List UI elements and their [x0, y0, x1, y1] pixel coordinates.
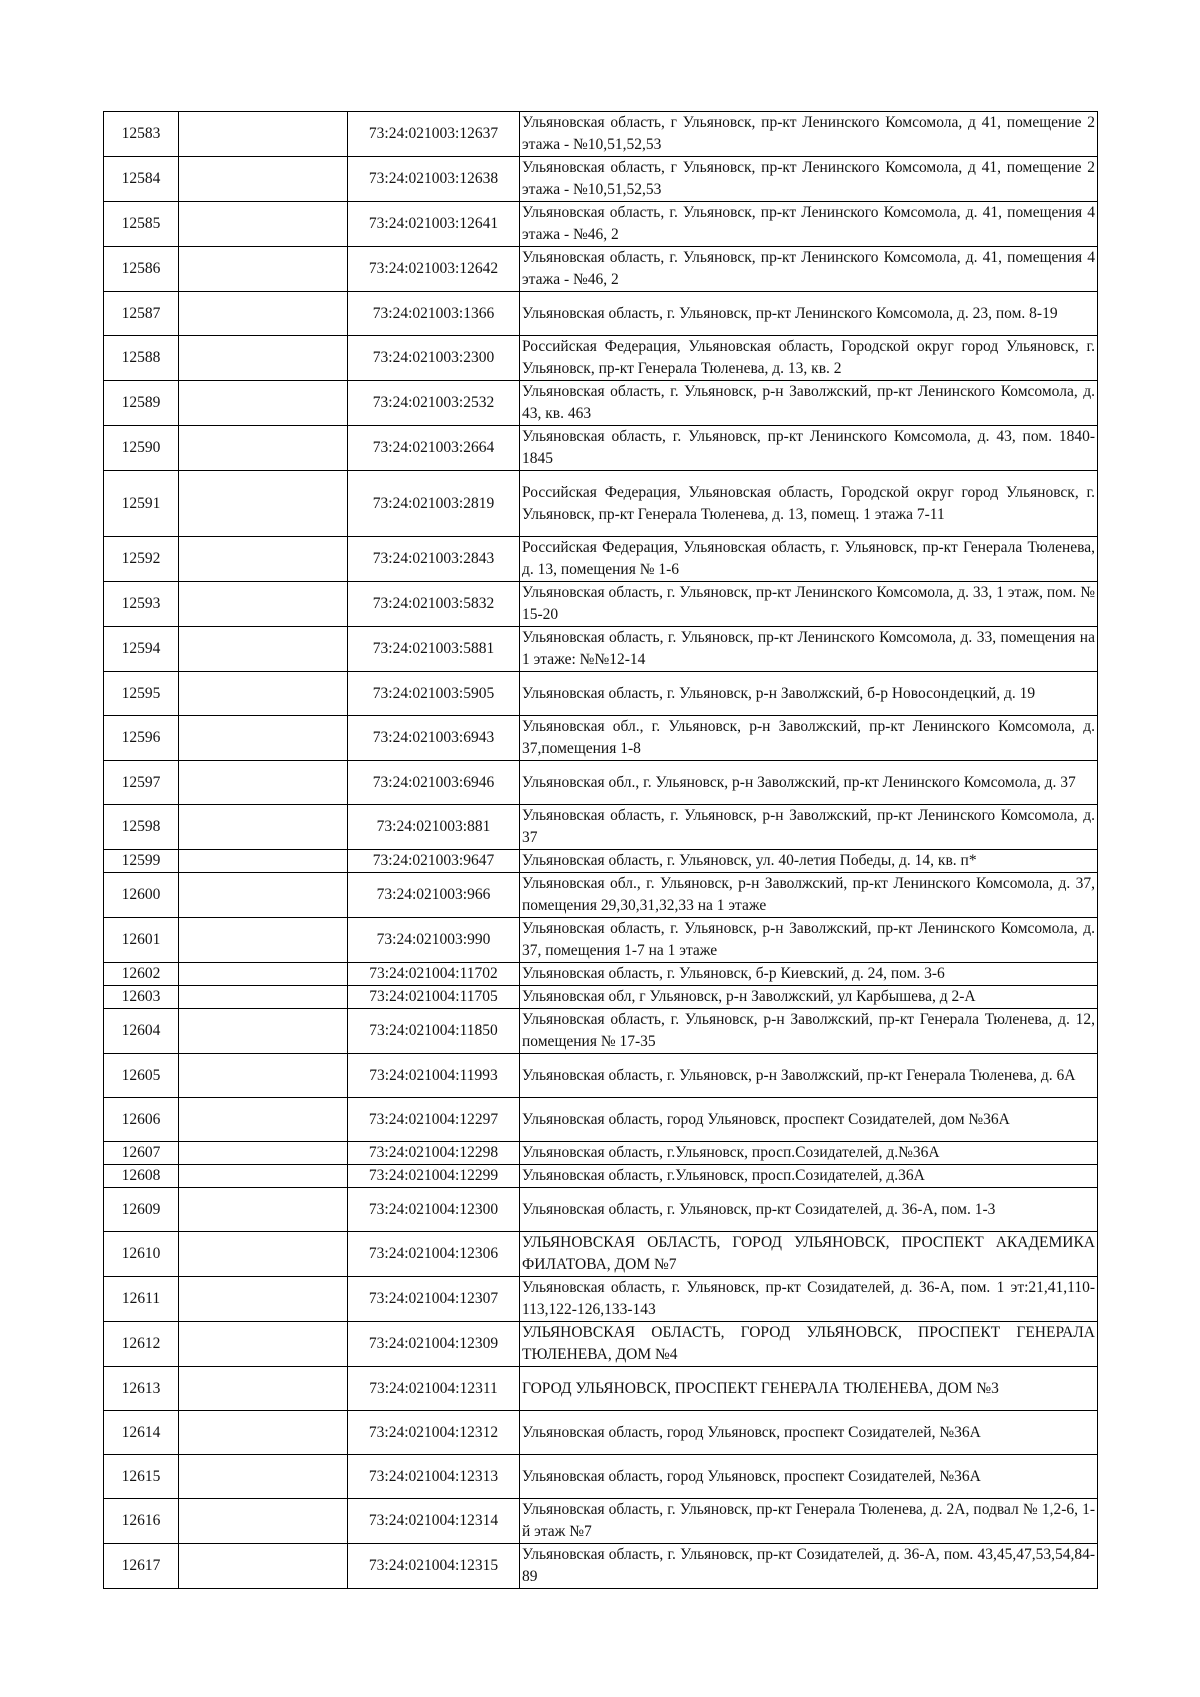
row-number-cell: 12610	[104, 1232, 179, 1277]
row-number-cell: 12608	[104, 1165, 179, 1188]
row-number-cell: 12607	[104, 1142, 179, 1165]
cadastral-number-cell: 73:24:021003:2300	[348, 336, 520, 381]
row-number-cell: 12597	[104, 761, 179, 805]
empty-cell	[179, 1455, 348, 1499]
address-cell: Ульяновская область, г. Ульяновск, пр-кт Ленинского Комсомола, д. 43, пом. 1840-1845	[520, 426, 1098, 471]
row-number-cell: 12587	[104, 292, 179, 336]
cadastral-number-cell: 73:24:021004:12298	[348, 1142, 520, 1165]
cadastral-number-cell: 73:24:021003:2532	[348, 381, 520, 426]
table-row	[104, 247, 1098, 292]
cadastral-number-cell: 73:24:021004:11702	[348, 963, 520, 986]
table-row	[104, 761, 1098, 805]
row-number-cell: 12591	[104, 471, 179, 537]
row-number-cell: 12614	[104, 1411, 179, 1455]
cadastral-number-cell: 73:24:021003:1366	[348, 292, 520, 336]
address-cell: Ульяновская область, г. Ульяновск, р-н Заволжский, пр-кт Ленинского Комсомола, д. 37	[520, 805, 1098, 850]
row-number-cell: 12595	[104, 672, 179, 716]
address-cell: Ульяновская область, г. Ульяновск, пр-кт Ленинского Комсомола, д. 23, пом. 8-19	[520, 292, 1098, 336]
address-cell: Ульяновская область, г. Ульяновск, р-н Заволжский, пр-кт Ленинского Комсомола, д. 37, помещения 1-7 на 1 этаже	[520, 918, 1098, 963]
row-number-cell: 12600	[104, 873, 179, 918]
address-cell: Ульяновская область, г Ульяновск, пр-кт Ленинского Комсомола, д 41, помещение 2 этажа - №10,51,52,53	[520, 112, 1098, 157]
table-row	[104, 1455, 1098, 1499]
empty-cell	[179, 963, 348, 986]
empty-cell	[179, 247, 348, 292]
empty-cell	[179, 1054, 348, 1098]
address-cell: Ульяновская область, г. Ульяновск, ул. 40-летия Победы, д. 14, кв. п*	[520, 850, 1098, 873]
row-number-cell: 12585	[104, 202, 179, 247]
empty-cell	[179, 761, 348, 805]
empty-cell	[179, 1232, 348, 1277]
empty-cell	[179, 1322, 348, 1367]
empty-cell	[179, 1142, 348, 1165]
cadastral-number-cell: 73:24:021004:12300	[348, 1188, 520, 1232]
empty-cell	[179, 1277, 348, 1322]
cadastral-number-cell: 73:24:021003:12637	[348, 112, 520, 157]
table-row	[104, 850, 1098, 873]
cadastral-number-cell: 73:24:021004:11850	[348, 1009, 520, 1054]
address-cell: Российская Федерация, Ульяновская область, Городской округ город Ульяновск, г. Ульяновск, пр-кт Генерала Тюленева, д. 13, помещ. 1 этажа 7-11	[520, 471, 1098, 537]
address-cell: Ульяновская обл., г. Ульяновск, р-н Заволжский, пр-кт Ленинского Комсомола, д. 37,помещения 1-8	[520, 716, 1098, 761]
address-cell: Ульяновская область, г. Ульяновск, б-р Киевский, д. 24, пом. 3-6	[520, 963, 1098, 986]
row-number-cell: 12599	[104, 850, 179, 873]
table-row	[104, 1188, 1098, 1232]
empty-cell	[179, 1499, 348, 1544]
empty-cell	[179, 1411, 348, 1455]
table-row	[104, 157, 1098, 202]
table-row	[104, 1411, 1098, 1455]
empty-cell	[179, 582, 348, 627]
empty-cell	[179, 381, 348, 426]
row-number-cell: 12593	[104, 582, 179, 627]
table-row	[104, 202, 1098, 247]
address-cell: Ульяновская область, г. Ульяновск, р-н Заволжский, пр-кт Ленинского Комсомола, д. 43, кв. 463	[520, 381, 1098, 426]
empty-cell	[179, 1165, 348, 1188]
table-row	[104, 1232, 1098, 1277]
address-cell: Ульяновская область, город Ульяновск, проспект Созидателей, дом №36А	[520, 1098, 1098, 1142]
empty-cell	[179, 805, 348, 850]
table-row	[104, 873, 1098, 918]
cadastral-number-cell: 73:24:021004:12309	[348, 1322, 520, 1367]
empty-cell	[179, 850, 348, 873]
row-number-cell: 12584	[104, 157, 179, 202]
table-row	[104, 805, 1098, 850]
row-number-cell: 12604	[104, 1009, 179, 1054]
empty-cell	[179, 672, 348, 716]
cadastral-number-cell: 73:24:021004:11993	[348, 1054, 520, 1098]
row-number-cell: 12615	[104, 1455, 179, 1499]
row-number-cell: 12594	[104, 627, 179, 672]
table-row	[104, 336, 1098, 381]
address-cell: Ульяновская область, г.Ульяновск, просп.Созидателей, д.№36А	[520, 1142, 1098, 1165]
row-number-cell: 12603	[104, 986, 179, 1009]
row-number-cell: 12596	[104, 716, 179, 761]
table-row	[104, 582, 1098, 627]
table-row	[104, 1098, 1098, 1142]
address-cell: Российская Федерация, Ульяновская область, Городской округ город Ульяновск, г. Ульяновск, пр-кт Генерала Тюленева, д. 13, кв. 2	[520, 336, 1098, 381]
table-row	[104, 1009, 1098, 1054]
table-row	[104, 471, 1098, 537]
table-row	[104, 112, 1098, 157]
row-number-cell: 12609	[104, 1188, 179, 1232]
row-number-cell: 12606	[104, 1098, 179, 1142]
address-cell: Ульяновская область, г. Ульяновск, пр-кт Генерала Тюленева, д. 2А, подвал № 1,2-6, 1-й этаж №7	[520, 1499, 1098, 1544]
cadastral-number-cell: 73:24:021004:12314	[348, 1499, 520, 1544]
table-row	[104, 426, 1098, 471]
cadastral-number-cell: 73:24:021004:12312	[348, 1411, 520, 1455]
address-cell: Ульяновская область, г. Ульяновск, пр-кт Ленинского Комсомола, д. 33, помещения на 1 этаже: №№12-14	[520, 627, 1098, 672]
cadastral-number-cell: 73:24:021003:5832	[348, 582, 520, 627]
empty-cell	[179, 1544, 348, 1589]
empty-cell	[179, 336, 348, 381]
empty-cell	[179, 1367, 348, 1411]
row-number-cell: 12588	[104, 336, 179, 381]
address-cell: Ульяновская область, город Ульяновск, проспект Созидателей, №36А	[520, 1455, 1098, 1499]
address-cell: Ульяновская область, г. Ульяновск, пр-кт Ленинского Комсомола, д. 41, помещения 4 этажа - №46, 2	[520, 202, 1098, 247]
table-row	[104, 1544, 1098, 1589]
row-number-cell: 12605	[104, 1054, 179, 1098]
cadastral-number-cell: 73:24:021003:2819	[348, 471, 520, 537]
address-cell: Ульяновская область, г. Ульяновск, пр-кт Созидателей, д. 36-А, пом. 1-3	[520, 1188, 1098, 1232]
cadastral-number-cell: 73:24:021003:966	[348, 873, 520, 918]
cadastral-number-cell: 73:24:021003:2664	[348, 426, 520, 471]
cadastral-number-cell: 73:24:021004:12313	[348, 1455, 520, 1499]
address-cell: Ульяновская обл., г. Ульяновск, р-н Заволжский, пр-кт Ленинского Комсомола, д. 37, помещения 29,30,31,32,33 на 1 этаже	[520, 873, 1098, 918]
address-cell: ГОРОД УЛЬЯНОВСК, ПРОСПЕКТ ГЕНЕРАЛА ТЮЛЕНЕВА, ДОМ №3	[520, 1367, 1098, 1411]
table-row	[104, 716, 1098, 761]
address-cell: Ульяновская обл, г Ульяновск, р-н Заволжский, ул Карбышева, д 2-А	[520, 986, 1098, 1009]
address-cell: Ульяновская область, г. Ульяновск, р-н Заволжский, пр-кт Генерала Тюленева, д. 12, помещения № 17-35	[520, 1009, 1098, 1054]
cadastral-number-cell: 73:24:021003:881	[348, 805, 520, 850]
row-number-cell: 12598	[104, 805, 179, 850]
cadastral-number-cell: 73:24:021004:12307	[348, 1277, 520, 1322]
empty-cell	[179, 716, 348, 761]
empty-cell	[179, 1098, 348, 1142]
cadastral-number-cell: 73:24:021003:6943	[348, 716, 520, 761]
row-number-cell: 12612	[104, 1322, 179, 1367]
address-cell: Ульяновская область, г Ульяновск, пр-кт Ленинского Комсомола, д 41, помещение 2 этажа - №10,51,52,53	[520, 157, 1098, 202]
row-number-cell: 12586	[104, 247, 179, 292]
empty-cell	[179, 112, 348, 157]
table-row	[104, 1322, 1098, 1367]
empty-cell	[179, 1009, 348, 1054]
empty-cell	[179, 873, 348, 918]
empty-cell	[179, 426, 348, 471]
empty-cell	[179, 471, 348, 537]
row-number-cell: 12592	[104, 537, 179, 582]
address-cell: Ульяновская область, г. Ульяновск, р-н Заволжский, пр-кт Генерала Тюленева, д. 6А	[520, 1054, 1098, 1098]
address-cell: Ульяновская область, г. Ульяновск, пр-кт Ленинского Комсомола, д. 41, помещения 4 этажа - №46, 2	[520, 247, 1098, 292]
registry-table	[103, 111, 1098, 1589]
cadastral-number-cell: 73:24:021003:990	[348, 918, 520, 963]
cadastral-number-cell: 73:24:021003:9647	[348, 850, 520, 873]
address-cell: УЛЬЯНОВСКАЯ ОБЛАСТЬ, ГОРОД УЛЬЯНОВСК, ПРОСПЕКТ АКАДЕМИКА ФИЛАТОВА, ДОМ №7	[520, 1232, 1098, 1277]
table-row	[104, 1142, 1098, 1165]
empty-cell	[179, 292, 348, 336]
cadastral-number-cell: 73:24:021003:6946	[348, 761, 520, 805]
empty-cell	[179, 157, 348, 202]
cadastral-number-cell: 73:24:021004:12299	[348, 1165, 520, 1188]
registry-table-body	[104, 112, 1098, 1589]
address-cell: УЛЬЯНОВСКАЯ ОБЛАСТЬ, ГОРОД УЛЬЯНОВСК, ПРОСПЕКТ ГЕНЕРАЛА ТЮЛЕНЕВА, ДОМ №4	[520, 1322, 1098, 1367]
table-row	[104, 1367, 1098, 1411]
address-cell: Ульяновская обл., г. Ульяновск, р-н Заволжский, пр-кт Ленинского Комсомола, д. 37	[520, 761, 1098, 805]
table-row	[104, 672, 1098, 716]
table-row	[104, 1499, 1098, 1544]
address-cell: Российская Федерация, Ульяновская область, г. Ульяновск, пр-кт Генерала Тюленева, д. 13, помещения № 1-6	[520, 537, 1098, 582]
cadastral-number-cell: 73:24:021003:12641	[348, 202, 520, 247]
row-number-cell: 12613	[104, 1367, 179, 1411]
table-row	[104, 537, 1098, 582]
address-cell: Ульяновская область, г. Ульяновск, пр-кт Ленинского Комсомола, д. 33, 1 этаж, пом. № 15-20	[520, 582, 1098, 627]
cadastral-number-cell: 73:24:021003:12642	[348, 247, 520, 292]
cadastral-number-cell: 73:24:021004:11705	[348, 986, 520, 1009]
row-number-cell: 12616	[104, 1499, 179, 1544]
table-row	[104, 627, 1098, 672]
cadastral-number-cell: 73:24:021003:2843	[348, 537, 520, 582]
address-cell: Ульяновская область, г.Ульяновск, просп.Созидателей, д.36А	[520, 1165, 1098, 1188]
empty-cell	[179, 202, 348, 247]
cadastral-number-cell: 73:24:021004:12311	[348, 1367, 520, 1411]
row-number-cell: 12602	[104, 963, 179, 986]
table-row	[104, 292, 1098, 336]
table-row	[104, 963, 1098, 986]
table-row	[104, 1165, 1098, 1188]
empty-cell	[179, 537, 348, 582]
cadastral-number-cell: 73:24:021003:5905	[348, 672, 520, 716]
cadastral-number-cell: 73:24:021004:12306	[348, 1232, 520, 1277]
address-cell: Ульяновская область, г. Ульяновск, пр-кт Созидателей, д. 36-А, пом. 1 эт:21,41,110-113,122-126,133-143	[520, 1277, 1098, 1322]
empty-cell	[179, 627, 348, 672]
row-number-cell: 12611	[104, 1277, 179, 1322]
cadastral-number-cell: 73:24:021003:5881	[348, 627, 520, 672]
address-cell: Ульяновская область, г. Ульяновск, пр-кт Созидателей, д. 36-А, пом. 43,45,47,53,54,84-89	[520, 1544, 1098, 1589]
address-cell: Ульяновская область, город Ульяновск, проспект Созидателей, №36А	[520, 1411, 1098, 1455]
empty-cell	[179, 918, 348, 963]
cadastral-number-cell: 73:24:021004:12315	[348, 1544, 520, 1589]
table-row	[104, 1054, 1098, 1098]
table-row	[104, 1277, 1098, 1322]
row-number-cell: 12590	[104, 426, 179, 471]
cadastral-number-cell: 73:24:021003:12638	[348, 157, 520, 202]
table-row	[104, 986, 1098, 1009]
row-number-cell: 12601	[104, 918, 179, 963]
address-cell: Ульяновская область, г. Ульяновск, р-н Заволжский, б-р Новосондецкий, д. 19	[520, 672, 1098, 716]
empty-cell	[179, 986, 348, 1009]
row-number-cell: 12617	[104, 1544, 179, 1589]
row-number-cell: 12583	[104, 112, 179, 157]
table-row	[104, 918, 1098, 963]
table-row	[104, 381, 1098, 426]
cadastral-number-cell: 73:24:021004:12297	[348, 1098, 520, 1142]
empty-cell	[179, 1188, 348, 1232]
row-number-cell: 12589	[104, 381, 179, 426]
